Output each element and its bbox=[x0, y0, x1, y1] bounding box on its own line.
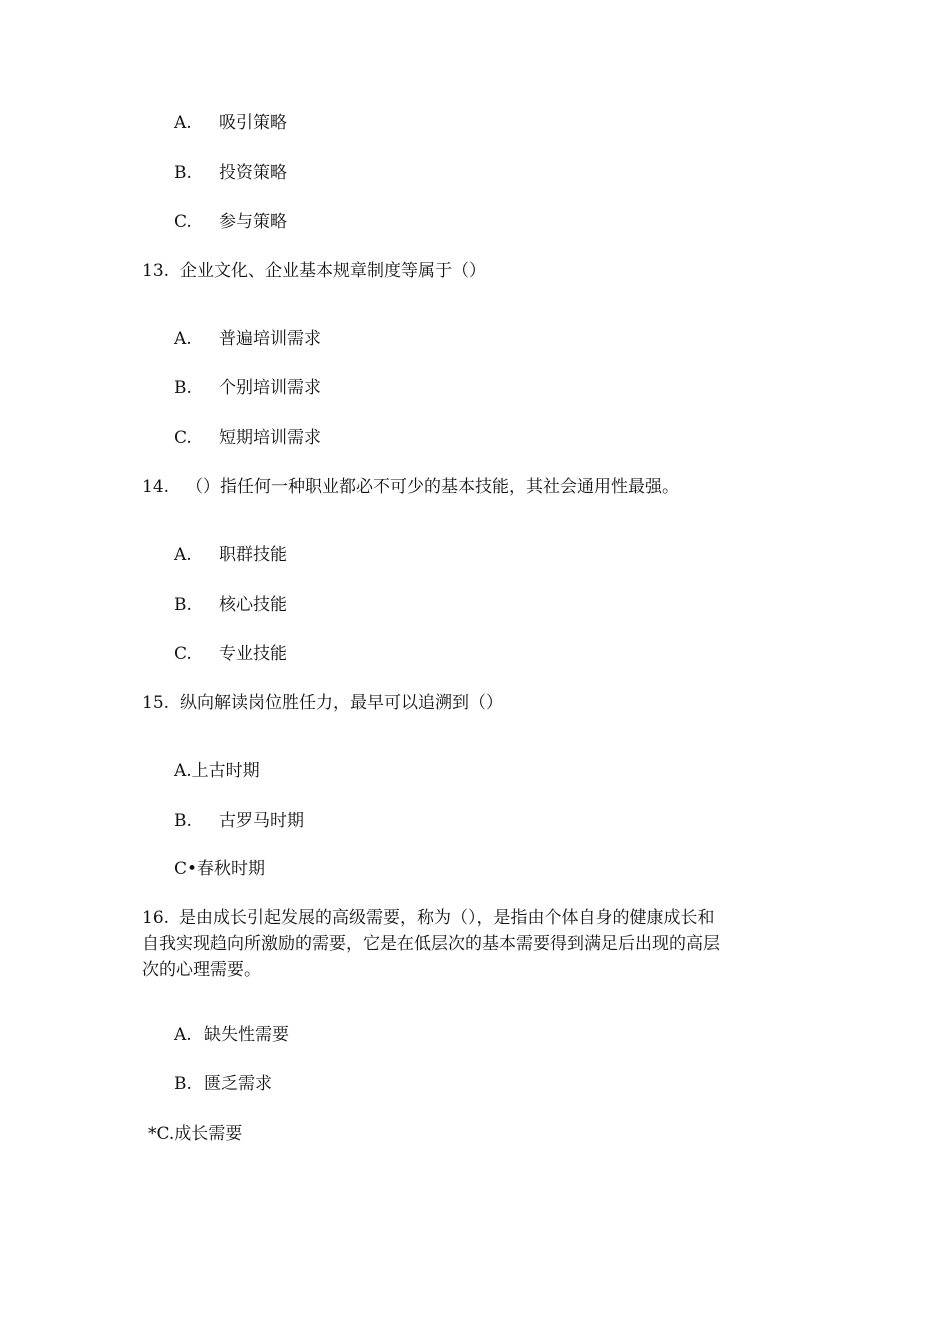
question-line: 次的心理需要。 bbox=[142, 960, 261, 980]
question-text: 是由成长引起发展的高级需要，称为（），是指由个体自身的健康成长和 bbox=[179, 908, 715, 928]
option-letter: A. bbox=[174, 1025, 192, 1045]
option-text: 个别培训需求 bbox=[219, 378, 321, 398]
option-text: 匮乏需求 bbox=[204, 1074, 272, 1094]
question-number: 14. bbox=[142, 477, 170, 497]
option-text: *C.成长需要 bbox=[148, 1124, 243, 1144]
option-letter: B. bbox=[174, 811, 192, 831]
option-letter: B. bbox=[174, 378, 192, 398]
question-text: 企业文化、企业基本规章制度等属于（） bbox=[180, 261, 486, 281]
option-letter: C. bbox=[174, 644, 192, 664]
option-letter: A. bbox=[174, 545, 192, 565]
question-number: 16. bbox=[142, 908, 170, 928]
question-16 bbox=[142, 905, 802, 983]
question-text: （）指任何一种职业都必不可少的基本技能，其社会通用性最强。 bbox=[186, 477, 679, 497]
option-letter: C. bbox=[174, 428, 192, 448]
option-text: 职群技能 bbox=[219, 545, 287, 565]
option-text: 核心技能 bbox=[219, 595, 287, 615]
option-text: 投资策略 bbox=[219, 163, 287, 183]
option-text: C•春秋时期 bbox=[174, 859, 266, 879]
option-letter: A. bbox=[174, 113, 192, 133]
option-text: 普遍培训需求 bbox=[219, 329, 321, 349]
option-letter: A. bbox=[174, 329, 192, 349]
option-text: 古罗马时期 bbox=[219, 811, 304, 831]
question-number: 15. bbox=[142, 693, 170, 713]
option-text: 专业技能 bbox=[219, 644, 287, 664]
option-text: 参与策略 bbox=[219, 212, 287, 232]
option-letter: C. bbox=[174, 212, 192, 232]
question-line: 自我实现趋向所激励的需要，它是在低层次的基本需要得到满足后出现的高层 bbox=[142, 934, 720, 954]
option-letter: B. bbox=[174, 1074, 192, 1094]
option-letter: B. bbox=[174, 595, 192, 615]
option-text: A.上古时期 bbox=[174, 761, 260, 781]
option-letter: B. bbox=[174, 163, 192, 183]
question-number: 13. bbox=[142, 261, 170, 281]
option-text: 短期培训需求 bbox=[219, 428, 321, 448]
option-text: 吸引策略 bbox=[219, 113, 287, 133]
question-line bbox=[142, 905, 802, 931]
question-text: 纵向解读岗位胜任力，最早可以追溯到（） bbox=[180, 693, 503, 713]
option-text: 缺失性需要 bbox=[204, 1025, 289, 1045]
